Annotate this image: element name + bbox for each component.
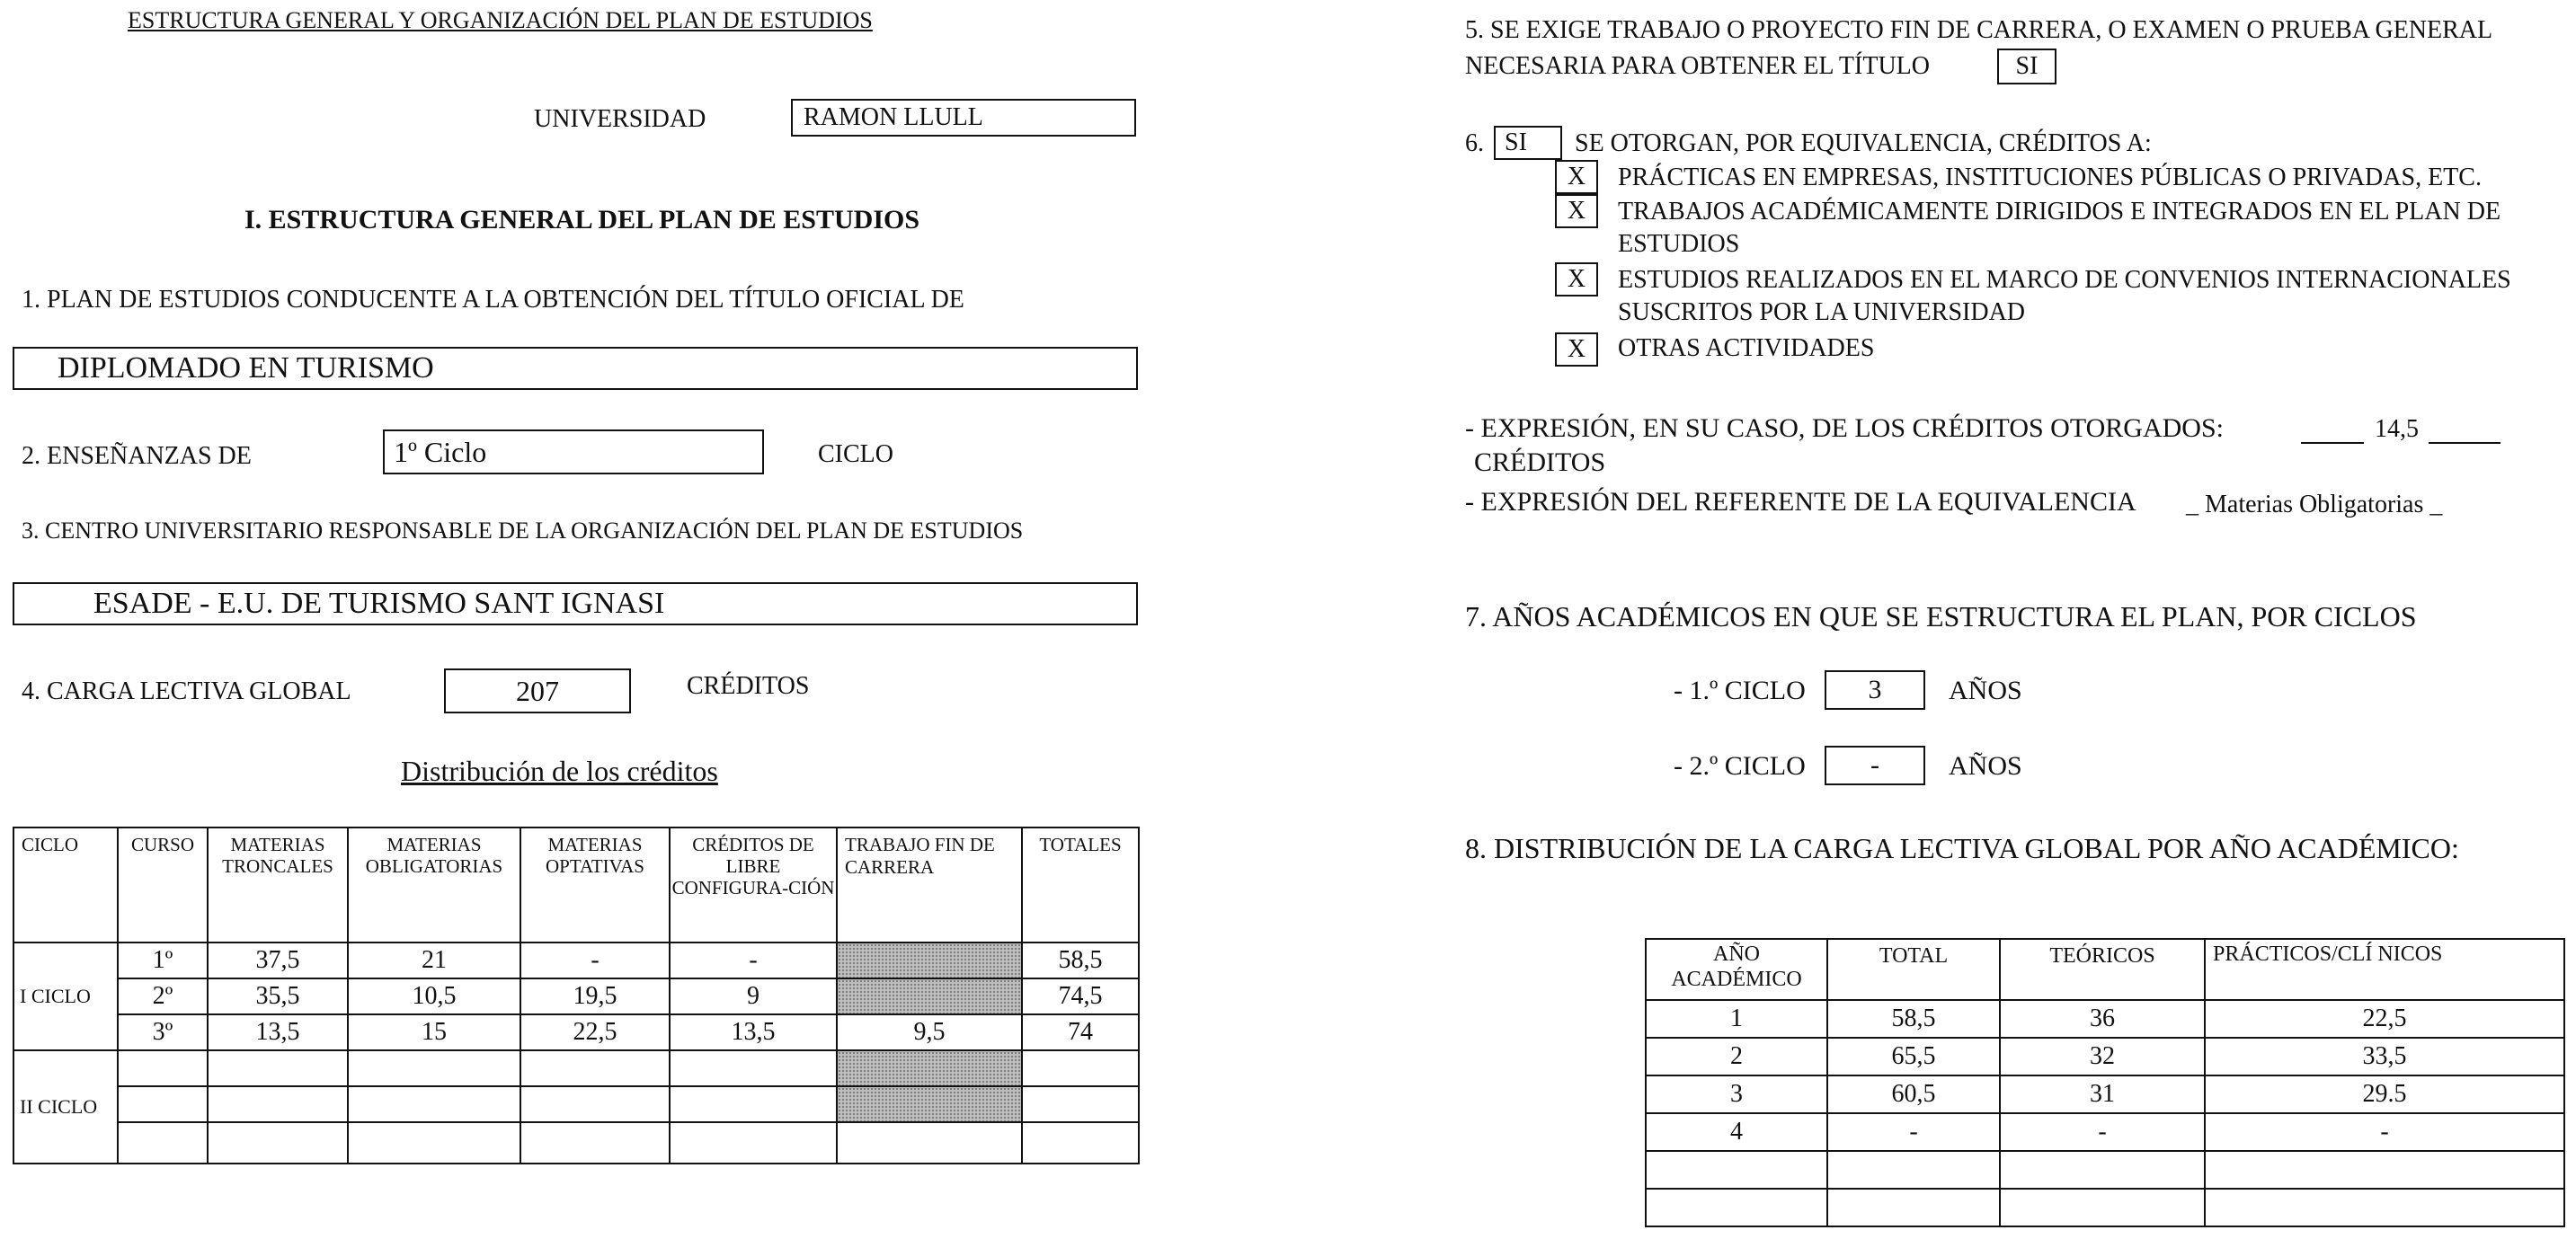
- table-cell: 74: [1022, 1014, 1139, 1050]
- ensenanzas-field: [383, 429, 764, 474]
- table-cell: -: [520, 943, 670, 978]
- table-cell: [2205, 1151, 2564, 1189]
- table-cell: [348, 1122, 520, 1164]
- item6-value: SI: [1505, 128, 1527, 156]
- credits-table: [13, 827, 1140, 1164]
- header-practicos: PRÁCTICOS/CLÍ NICOS: [2205, 939, 2564, 1000]
- universidad-label: UNIVERSIDAD: [534, 105, 706, 133]
- table-row: [1646, 1113, 2564, 1151]
- ciclo-1-label: I CICLO: [13, 943, 118, 1050]
- shaded-cell: [837, 1050, 1022, 1086]
- table-cell: [2000, 1189, 2205, 1226]
- ciclo1-years-field: [1825, 670, 1925, 710]
- table-cell: [2205, 1189, 2564, 1226]
- table-cell: [208, 1050, 348, 1086]
- table-cell: [1022, 1086, 1139, 1122]
- table-cell: 37,5: [208, 943, 348, 978]
- expr1-label: - EXPRESIÓN, EN SU CASO, DE LOS CRÉDITOS OTORGADOS:: [1465, 413, 2224, 443]
- item4-label: 4. CARGA LECTIVA GLOBAL: [22, 677, 351, 705]
- checkbox-trabajos[interactable]: X: [1555, 194, 1598, 228]
- shaded-cell: [837, 978, 1022, 1014]
- table-cell: -: [2205, 1113, 2564, 1151]
- table-cell: 1: [1646, 1000, 1827, 1038]
- table-row: [1646, 1075, 2564, 1113]
- table-cell: 13,5: [670, 1014, 837, 1050]
- header-obligatorias: MATERIAS OBLIGATORIAS: [348, 827, 520, 943]
- table-cell: 58,5: [1827, 1000, 2000, 1038]
- header-troncales: MATERIAS TRONCALES: [208, 827, 348, 943]
- item5-line2: NECESARIA PARA OBTENER EL TÍTULO: [1465, 52, 1930, 80]
- table-cell: [118, 1050, 208, 1086]
- table-cell: 58,5: [1022, 943, 1139, 978]
- table-cell: 22,5: [2205, 1000, 2564, 1038]
- item5-value: SI: [2015, 52, 2039, 80]
- ciclo1-years-value: 3: [1868, 675, 1882, 704]
- ciclo-2-label: II CICLO: [13, 1050, 118, 1164]
- year-header-row: [1646, 939, 2564, 1000]
- table-cell: 31: [2000, 1075, 2205, 1113]
- table-cell: 13,5: [208, 1014, 348, 1050]
- header-libre-configuracion: CRÉDITOS DE LIBRE CONFIGURA-CIÓN: [670, 827, 837, 943]
- year-distribution-table: [1645, 938, 2565, 1227]
- header-ciclo: CICLO: [13, 827, 118, 943]
- check-label-convenios: ESTUDIOS REALIZADOS EN EL MARCO DE CONVENIOS INTERNACIONALES: [1618, 266, 2511, 294]
- table-row: [13, 1014, 1139, 1050]
- distribution-title: Distribución de los créditos: [401, 755, 718, 787]
- table-cell: [837, 1122, 1022, 1164]
- table-cell: 9: [670, 978, 837, 1014]
- table-cell: 2º: [118, 978, 208, 1014]
- table-cell: [118, 1122, 208, 1164]
- blank-line: [2301, 442, 2364, 444]
- header-trabajo-fin-carrera: TRABAJO FIN DE CARRERA: [837, 827, 1022, 943]
- table-row: [13, 978, 1139, 1014]
- ciclo2-years-label: - 2.º CICLO: [1674, 751, 1806, 781]
- document-title: ESTRUCTURA GENERAL Y ORGANIZACIÓN DEL PLAN DE ESTUDIOS: [128, 7, 873, 33]
- expr1-suffix: CRÉDITOS: [1474, 447, 1606, 477]
- ciclo2-years-value: -: [1870, 750, 1879, 780]
- table-cell: 4: [1646, 1113, 1827, 1151]
- table-cell: [1646, 1189, 1827, 1226]
- table-cell: [1827, 1189, 2000, 1226]
- shaded-cell: [837, 1086, 1022, 1122]
- item3-label: 3. CENTRO UNIVERSITARIO RESPONSABLE DE LA ORGANIZACIÓN DEL PLAN DE ESTUDIOS: [22, 518, 1024, 544]
- table-cell: 21: [348, 943, 520, 978]
- item4-suffix: CRÉDITOS: [687, 672, 810, 700]
- check-label-practicas: PRÁCTICAS EN EMPRESAS, INSTITUCIONES PÚBLICAS O PRIVADAS, ETC.: [1618, 164, 2482, 191]
- table-cell: [520, 1086, 670, 1122]
- table-cell: [348, 1086, 520, 1122]
- table-row: [13, 1050, 1139, 1086]
- header-ano-academico: AÑO ACADÉMICO: [1646, 939, 1827, 1000]
- table-cell: 29.5: [2205, 1075, 2564, 1113]
- titulo-value: DIPLOMADO EN TURISMO: [58, 351, 434, 385]
- table-cell: 35,5: [208, 978, 348, 1014]
- table-cell: [520, 1050, 670, 1086]
- table-cell: [2000, 1151, 2205, 1189]
- table-cell: [670, 1122, 837, 1164]
- table-cell: 33,5: [2205, 1038, 2564, 1075]
- header-total: TOTAL: [1827, 939, 2000, 1000]
- check-label-trabajos: TRABAJOS ACADÉMICAMENTE DIRIGIDOS E INTEGRADOS EN EL PLAN DE: [1618, 198, 2501, 226]
- table-cell: -: [1827, 1113, 2000, 1151]
- item6-number: 6.: [1465, 129, 1484, 157]
- check-label-otras: OTRAS ACTIVIDADES: [1618, 334, 1875, 362]
- blank-line: [2429, 442, 2500, 444]
- header-teoricos: TEÓRICOS: [2000, 939, 2205, 1000]
- table-cell: [208, 1122, 348, 1164]
- table-cell: [1022, 1050, 1139, 1086]
- table-cell: [348, 1050, 520, 1086]
- checkbox-otras[interactable]: X: [1555, 332, 1598, 367]
- table-cell: 3: [1646, 1075, 1827, 1113]
- item6-field: [1494, 126, 1562, 160]
- checkbox-convenios[interactable]: X: [1555, 262, 1598, 296]
- table-cell: [670, 1050, 837, 1086]
- header-optativas: MATERIAS OPTATIVAS: [520, 827, 670, 943]
- table-row: [13, 943, 1139, 978]
- table-cell: 19,5: [520, 978, 670, 1014]
- centro-field: [13, 582, 1138, 625]
- table-cell: [118, 1086, 208, 1122]
- table-cell: 1º: [118, 943, 208, 978]
- table-cell: [1646, 1151, 1827, 1189]
- table-cell: 10,5: [348, 978, 520, 1014]
- checkbox-practicas[interactable]: X: [1555, 160, 1598, 194]
- universidad-value: RAMON LLULL: [804, 103, 983, 131]
- ciclo1-years-suffix: AÑOS: [1949, 676, 2022, 705]
- table-cell: [670, 1086, 837, 1122]
- table-cell: [1827, 1151, 2000, 1189]
- table-cell: -: [2000, 1113, 2205, 1151]
- ciclo1-years-label: - 1.º CICLO: [1674, 676, 1806, 705]
- table-cell: 9,5: [837, 1014, 1022, 1050]
- ensenanzas-value: 1º Ciclo: [394, 436, 487, 468]
- table-cell: 65,5: [1827, 1038, 2000, 1075]
- shaded-cell: [837, 943, 1022, 978]
- header-curso: CURSO: [118, 827, 208, 943]
- table-cell: 32: [2000, 1038, 2205, 1075]
- carga-field: [444, 668, 631, 713]
- table-cell: 2: [1646, 1038, 1827, 1075]
- item2-suffix: CICLO: [818, 440, 893, 468]
- table-cell: [520, 1122, 670, 1164]
- table-cell: [208, 1086, 348, 1122]
- centro-value: ESADE - E.U. DE TURISMO SANT IGNASI: [93, 587, 665, 620]
- credits-header-row: [13, 827, 1139, 943]
- table-cell: [1022, 1122, 1139, 1164]
- table-row: [13, 1086, 1139, 1122]
- table-row: [13, 1122, 1139, 1164]
- table-row: [1646, 1189, 2564, 1226]
- item1-label: 1. PLAN DE ESTUDIOS CONDUCENTE A LA OBTENCIÓN DEL TÍTULO OFICIAL DE: [22, 286, 964, 314]
- check-label-convenios-line2: SUSCRITOS POR LA UNIVERSIDAD: [1618, 298, 2026, 326]
- table-cell: 22,5: [520, 1014, 670, 1050]
- section-title: I. ESTRUCTURA GENERAL DEL PLAN DE ESTUDIOS: [244, 205, 920, 235]
- table-cell: 36: [2000, 1000, 2205, 1038]
- table-row: [1646, 1000, 2564, 1038]
- item2-label: 2. ENSEÑANZAS DE: [22, 442, 252, 470]
- universidad-field: [791, 99, 1136, 137]
- item8-label: 8. DISTRIBUCIÓN DE LA CARGA LECTIVA GLOBAL POR AÑO ACADÉMICO:: [1465, 832, 2459, 864]
- item6-label: SE OTORGAN, POR EQUIVALENCIA, CRÉDITOS A:: [1575, 129, 2152, 157]
- table-cell: -: [670, 943, 837, 978]
- item5-line1: 5. SE EXIGE TRABAJO O PROYECTO FIN DE CARRERA, O EXAMEN O PRUEBA GENERAL: [1465, 16, 2493, 44]
- table-cell: 74,5: [1022, 978, 1139, 1014]
- expr2-label: - EXPRESIÓN DEL REFERENTE DE LA EQUIVALENCIA: [1465, 487, 2136, 517]
- table-row: [1646, 1038, 2564, 1075]
- expr1-value: 14,5: [2375, 415, 2419, 443]
- table-cell: 15: [348, 1014, 520, 1050]
- item5-field: [1997, 49, 2056, 84]
- table-cell: 3º: [118, 1014, 208, 1050]
- carga-value: 207: [516, 675, 559, 707]
- check-label-trabajos-line2: ESTUDIOS: [1618, 230, 1740, 258]
- expr2-value: _ Materias Obligatorias _: [2186, 491, 2443, 518]
- table-row: [1646, 1151, 2564, 1189]
- table-cell: 60,5: [1827, 1075, 2000, 1113]
- titulo-field: [13, 347, 1138, 390]
- header-totales: TOTALES: [1022, 827, 1139, 943]
- ciclo2-years-suffix: AÑOS: [1949, 751, 2022, 781]
- ciclo2-years-field: [1825, 746, 1925, 785]
- item7-label: 7. AÑOS ACADÉMICOS EN QUE SE ESTRUCTURA EL PLAN, POR CICLOS: [1465, 600, 2417, 633]
